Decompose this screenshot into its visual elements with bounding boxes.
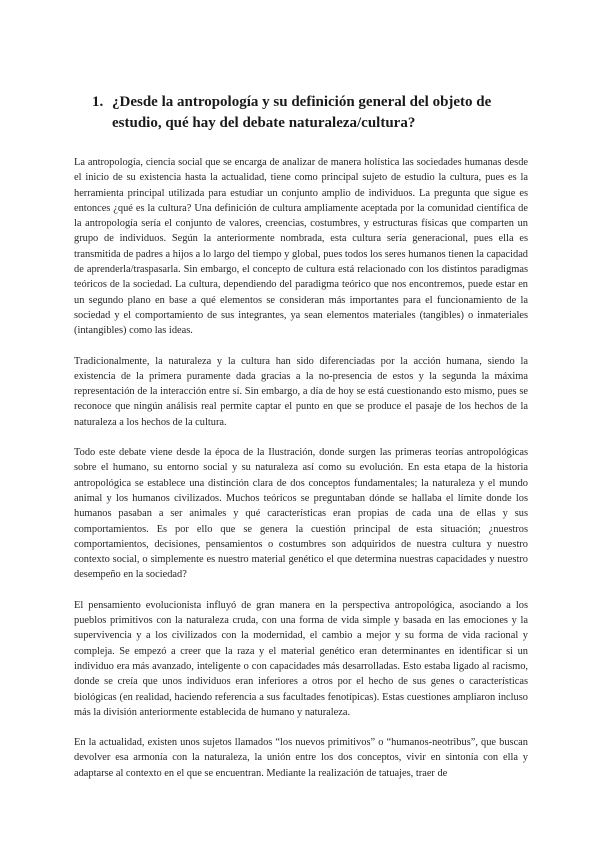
section-heading (92, 92, 537, 134)
paragraph-2: Tradicionalmente, la naturaleza y la cultura han sido diferenciadas por la acción humana, siendo la existencia de la primera puramente dada gracias a la no-presencia de estos y la segunda la máxima representación de la interacción entre sí. Sin embargo, a día de hoy se está cuestionando esto mismo, pues se reconoce que ningún análisis real permite captar el punto en que se produce el pasaje de los hechos de la naturaleza a los hechos de la cultura. (74, 355, 528, 428)
body-text (74, 155, 528, 796)
paragraph-1: La antropología, ciencia social que se encarga de analizar de manera holística las sociedades humanas desde el inicio de su existencia hasta la actualidad, tiene como principal sujeto de estudio la cultura, pues es la herramienta principal utilizada para estudiar un conjunto amplio de individuos. La pregunta que sigue es entonces ¿qué es la cultura? Una definición de cultura ampliamente aceptada por la comunidad científica de la antropología sería el conjunto de valores, creencias, costumbres, y estructuras físicas que comparten un grupo de individuos. Según la anteriormente nombrada, esta cultura sería generacional, pues ella es transmitida de padres a hijos a lo largo del tiempo y global, pues todos los seres humanos tienen la capacidad de aprenderla/traspasarla. Sin embargo, el concepto de cultura está relacionado con los distintos paradigmas teóricos de la sociedad. La cultura, dependiendo del paradigma teórico que nos encontremos, puede estar en un segundo plano en base a qué elementos se consideran más importantes para el funcionamiento de la sociedad y el comportamiento de sus integrantes, ya sean elementos materiales (tangibles) o inmateriales (intangibles) como las ideas. (74, 157, 528, 337)
paragraph-3: Todo este debate viene desde la época de la Ilustración, donde surgen las primeras teorías antropológicas sobre el humano, su entorno social y su naturaleza así como su evolución. En esta etapa de la historia antropológica se establece una distinción clara de dos conceptos fundamentales; la naturaleza y el mundo animal y los humanos civilizados. Muchos teóricos se preguntaban dónde se hallaba el límite donde los humanos pasaban a ser animales y qué características eran propias de cada una de ellas y sus comportamientos. Es por ello que se genera la cuestión principal de esta situación; ¿nuestros comportamientos, decisiones, pensamientos o costumbres son adquiridos de nuestra cultura y nuestro contexto social, o simplemente es nuestro material genético el que determina nuestras capacidades y nuestro desempeño en la sociedad? (74, 447, 528, 581)
paragraph-5: En la actualidad, existen unos sujetos llamados “los nuevos primitivos” o “humanos-neotribus”, que buscan devolver esa armonía con la naturaleza, la unión entre los dos conceptos, vivir en sintonía con ella y adaptarse al contexto en el que se encuentran. Mediante la realización de tatuajes, traer de (74, 737, 528, 779)
section-number: 1. (92, 94, 104, 110)
paragraph-4: El pensamiento evolucionista influyó de gran manera en la perspectiva antropológica, asociando a los pueblos primitivos con la naturaleza cruda, con una forma de vida simple y basada en las emociones y la supervivencia y a los civilizados con la modernidad, el cambio a mejor y su forma de vida racional y compleja. Se empezó a creer que la raza y el material genético eran determinantes en identificar si un individuo era más avanzado, inteligente o con capacidades más desarrolladas. Esto estaba ligado al racismo, donde se creía que unos individuos eran inferiores a otros por el hecho de sus genes o características biológicas (en realidad, haciendo referencia a sus facultades fenotípicas). Estas cuestiones ampliaron incluso más la división anteriormente establecida de humano y naturaleza. (74, 599, 528, 718)
section-title: ¿Desde la antropología y su definición general del objeto de estudio, qué hay del debate naturaleza/cultura? (112, 94, 492, 131)
